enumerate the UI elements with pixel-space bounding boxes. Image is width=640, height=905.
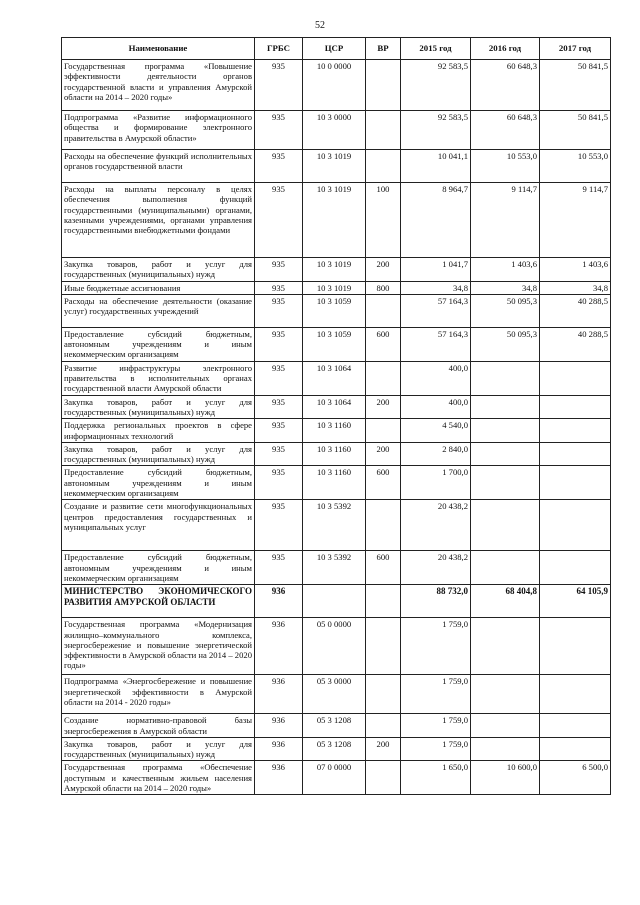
cell-y2017 xyxy=(540,551,611,585)
cell-grbs: 935 xyxy=(255,183,303,258)
cell-grbs: 935 xyxy=(255,419,303,443)
cell-grbs: 936 xyxy=(255,675,303,714)
cell-y2017 xyxy=(540,714,611,738)
table-row xyxy=(62,294,611,327)
cell-y2016 xyxy=(471,714,540,738)
table-row xyxy=(62,737,611,761)
cell-grbs: 936 xyxy=(255,714,303,738)
table-row xyxy=(62,258,611,282)
table-row xyxy=(62,327,611,361)
table-row xyxy=(62,714,611,738)
cell-name: Государственная программа «Модернизация жилищно–коммунального комплекса, энергосбережение и повышение энергетической эффективности в Амурской области на 2014 – 2020 годы» xyxy=(62,618,255,675)
cell-y2017 xyxy=(540,466,611,500)
cell-y2016: 50 095,3 xyxy=(471,294,540,327)
cell-name: Иные бюджетные ассигнования xyxy=(62,281,255,294)
header-name: Наименование xyxy=(62,38,255,60)
cell-csr: 05 3 1208 xyxy=(303,737,366,761)
cell-y2016: 10 600,0 xyxy=(471,761,540,795)
cell-y2016: 1 403,6 xyxy=(471,258,540,282)
cell-y2017 xyxy=(540,361,611,395)
cell-y2015: 1 700,0 xyxy=(401,466,471,500)
cell-vr: 600 xyxy=(366,551,401,585)
cell-y2015: 92 583,5 xyxy=(401,60,471,111)
table-header-row xyxy=(62,38,611,60)
cell-vr xyxy=(366,585,401,618)
cell-grbs: 935 xyxy=(255,111,303,150)
cell-y2017 xyxy=(540,419,611,443)
cell-csr: 10 3 1160 xyxy=(303,442,366,466)
cell-name: Закупка товаров, работ и услуг для государственных (муниципальных) нужд xyxy=(62,737,255,761)
cell-y2017 xyxy=(540,442,611,466)
cell-csr: 10 3 5392 xyxy=(303,551,366,585)
cell-y2017: 10 553,0 xyxy=(540,150,611,183)
cell-vr xyxy=(366,294,401,327)
cell-csr: 10 3 1019 xyxy=(303,258,366,282)
cell-y2015: 20 438,2 xyxy=(401,551,471,585)
cell-y2017: 50 841,5 xyxy=(540,111,611,150)
cell-grbs: 936 xyxy=(255,585,303,618)
table-row xyxy=(62,395,611,419)
cell-y2017: 64 105,9 xyxy=(540,585,611,618)
cell-y2016: 60 648,3 xyxy=(471,111,540,150)
cell-vr: 800 xyxy=(366,281,401,294)
cell-y2016 xyxy=(471,419,540,443)
cell-y2016: 68 404,8 xyxy=(471,585,540,618)
cell-y2015: 92 583,5 xyxy=(401,111,471,150)
cell-name: Развитие инфраструктуры электронного правительства в исполнительных органах государственной власти Амурской области xyxy=(62,361,255,395)
table-row xyxy=(62,761,611,795)
cell-csr: 10 3 1160 xyxy=(303,419,366,443)
cell-name: МИНИСТЕРСТВО ЭКОНОМИЧЕСКОГО РАЗВИТИЯ АМУРСКОЙ ОБЛАСТИ xyxy=(62,585,255,618)
cell-csr xyxy=(303,585,366,618)
cell-y2017: 1 403,6 xyxy=(540,258,611,282)
cell-name: Предоставление субсидий бюджетным, автономным учреждениям и иным некоммерческим организациям xyxy=(62,466,255,500)
cell-y2017: 9 114,7 xyxy=(540,183,611,258)
cell-vr xyxy=(366,675,401,714)
cell-y2017 xyxy=(540,500,611,551)
cell-csr: 10 3 1064 xyxy=(303,361,366,395)
cell-y2016 xyxy=(471,395,540,419)
cell-grbs: 935 xyxy=(255,258,303,282)
cell-y2016 xyxy=(471,737,540,761)
cell-csr: 10 3 1019 xyxy=(303,150,366,183)
cell-y2015: 57 164,3 xyxy=(401,294,471,327)
table-row xyxy=(62,361,611,395)
cell-y2016: 34,8 xyxy=(471,281,540,294)
cell-vr: 600 xyxy=(366,327,401,361)
table-row xyxy=(62,618,611,675)
cell-name: Подпрограмма «Развитие информационного общества и формирование электронного правительства в Амурской области» xyxy=(62,111,255,150)
cell-name: Государственная программа «Обеспечение доступным и качественным жильем населения Амурской области на 2014 – 2020 годы» xyxy=(62,761,255,795)
cell-grbs: 935 xyxy=(255,150,303,183)
cell-vr: 200 xyxy=(366,258,401,282)
cell-grbs: 936 xyxy=(255,761,303,795)
cell-y2015: 10 041,1 xyxy=(401,150,471,183)
page-number: 52 xyxy=(315,20,325,31)
cell-y2016 xyxy=(471,500,540,551)
cell-y2017: 50 841,5 xyxy=(540,60,611,111)
cell-name: Государственная программа «Повышение эффективности деятельности органов государственной власти и управления Амурской области на 2014 – 2020 годы» xyxy=(62,60,255,111)
cell-vr xyxy=(366,361,401,395)
table-row xyxy=(62,60,611,111)
cell-y2015: 57 164,3 xyxy=(401,327,471,361)
cell-y2015: 20 438,2 xyxy=(401,500,471,551)
cell-grbs: 935 xyxy=(255,466,303,500)
cell-name: Подпрограмма «Энергосбережение и повышение энергетической эффективности в Амурской области на 2014 - 2020 годы» xyxy=(62,675,255,714)
header-2017: 2017 год xyxy=(540,38,611,60)
cell-name: Создание и развитие сети многофункциональных центров предоставления государственных и муниципальных услуг xyxy=(62,500,255,551)
table-row xyxy=(62,551,611,585)
table-row xyxy=(62,183,611,258)
cell-csr: 10 3 1059 xyxy=(303,294,366,327)
cell-y2016 xyxy=(471,618,540,675)
cell-grbs: 935 xyxy=(255,442,303,466)
cell-name: Закупка товаров, работ и услуг для государственных (муниципальных) нужд xyxy=(62,395,255,419)
cell-y2017 xyxy=(540,395,611,419)
cell-grbs: 935 xyxy=(255,395,303,419)
table-row xyxy=(62,281,611,294)
cell-y2016: 60 648,3 xyxy=(471,60,540,111)
cell-name: Закупка товаров, работ и услуг для государственных (муниципальных) нужд xyxy=(62,442,255,466)
cell-csr: 10 3 1064 xyxy=(303,395,366,419)
cell-csr: 10 3 1019 xyxy=(303,183,366,258)
table-row xyxy=(62,466,611,500)
cell-name: Создание нормативно-правовой базы энергосбережения в Амурской области xyxy=(62,714,255,738)
cell-csr: 05 0 0000 xyxy=(303,618,366,675)
cell-y2015: 1 759,0 xyxy=(401,737,471,761)
cell-y2016 xyxy=(471,442,540,466)
cell-y2016: 9 114,7 xyxy=(471,183,540,258)
cell-y2015: 1 759,0 xyxy=(401,714,471,738)
cell-y2015: 8 964,7 xyxy=(401,183,471,258)
cell-csr: 05 3 1208 xyxy=(303,714,366,738)
cell-y2017: 40 288,5 xyxy=(540,327,611,361)
cell-y2015: 2 840,0 xyxy=(401,442,471,466)
cell-csr: 10 0 0000 xyxy=(303,60,366,111)
table-row xyxy=(62,150,611,183)
cell-vr xyxy=(366,500,401,551)
cell-vr: 200 xyxy=(366,737,401,761)
cell-vr xyxy=(366,618,401,675)
cell-csr: 10 3 1059 xyxy=(303,327,366,361)
cell-grbs: 935 xyxy=(255,294,303,327)
cell-vr xyxy=(366,419,401,443)
cell-name: Закупка товаров, работ и услуг для государственных (муниципальных) нужд xyxy=(62,258,255,282)
cell-csr: 10 3 5392 xyxy=(303,500,366,551)
cell-vr: 600 xyxy=(366,466,401,500)
cell-grbs: 935 xyxy=(255,281,303,294)
cell-grbs: 935 xyxy=(255,60,303,111)
table-row xyxy=(62,442,611,466)
cell-y2016 xyxy=(471,551,540,585)
cell-grbs: 935 xyxy=(255,551,303,585)
cell-y2015: 400,0 xyxy=(401,395,471,419)
cell-csr: 10 3 1160 xyxy=(303,466,366,500)
cell-y2016 xyxy=(471,466,540,500)
cell-y2016 xyxy=(471,361,540,395)
cell-vr xyxy=(366,150,401,183)
cell-y2015: 1 759,0 xyxy=(401,618,471,675)
header-csr: ЦСР xyxy=(303,38,366,60)
table-row xyxy=(62,675,611,714)
header-2016: 2016 год xyxy=(471,38,540,60)
cell-y2015: 4 540,0 xyxy=(401,419,471,443)
header-2015: 2015 год xyxy=(401,38,471,60)
table-row xyxy=(62,585,611,618)
cell-name: Расходы на обеспечение функций исполнительных органов государственной власти xyxy=(62,150,255,183)
cell-y2017: 40 288,5 xyxy=(540,294,611,327)
cell-y2015: 88 732,0 xyxy=(401,585,471,618)
cell-vr xyxy=(366,60,401,111)
cell-csr: 10 3 0000 xyxy=(303,111,366,150)
cell-vr: 200 xyxy=(366,442,401,466)
cell-name: Поддержка региональных проектов в сфере информационных технологий xyxy=(62,419,255,443)
cell-grbs: 935 xyxy=(255,327,303,361)
cell-vr xyxy=(366,714,401,738)
cell-y2017 xyxy=(540,737,611,761)
cell-name: Предоставление субсидий бюджетным, автономным учреждениям и иным некоммерческим организациям xyxy=(62,327,255,361)
cell-csr: 07 0 0000 xyxy=(303,761,366,795)
cell-name: Расходы на обеспечение деятельности (оказание услуг) государственных учреждений xyxy=(62,294,255,327)
cell-y2017: 6 500,0 xyxy=(540,761,611,795)
cell-csr: 10 3 1019 xyxy=(303,281,366,294)
cell-y2017 xyxy=(540,618,611,675)
cell-y2015: 1 759,0 xyxy=(401,675,471,714)
cell-y2015: 400,0 xyxy=(401,361,471,395)
cell-csr: 05 3 0000 xyxy=(303,675,366,714)
table-row xyxy=(62,500,611,551)
cell-vr: 100 xyxy=(366,183,401,258)
cell-y2016: 10 553,0 xyxy=(471,150,540,183)
cell-vr: 200 xyxy=(366,395,401,419)
header-vr: ВР xyxy=(366,38,401,60)
cell-vr xyxy=(366,761,401,795)
cell-y2017: 34,8 xyxy=(540,281,611,294)
cell-y2015: 34,8 xyxy=(401,281,471,294)
cell-y2015: 1 650,0 xyxy=(401,761,471,795)
table-row xyxy=(62,419,611,443)
cell-y2015: 1 041,7 xyxy=(401,258,471,282)
cell-name: Расходы на выплаты персоналу в целях обеспечения выполнения функций государственными (муниципальными) органами, казенными учреждениями, органами управления государственными внебюджетными фондами xyxy=(62,183,255,258)
cell-y2016: 50 095,3 xyxy=(471,327,540,361)
cell-grbs: 935 xyxy=(255,361,303,395)
cell-grbs: 935 xyxy=(255,500,303,551)
budget-table xyxy=(61,37,611,795)
cell-vr xyxy=(366,111,401,150)
cell-name: Предоставление субсидий бюджетным, автономным учреждениям и иным некоммерческим организациям xyxy=(62,551,255,585)
cell-y2016 xyxy=(471,675,540,714)
table-row xyxy=(62,111,611,150)
cell-y2017 xyxy=(540,675,611,714)
header-grbs: ГРБС xyxy=(255,38,303,60)
cell-grbs: 936 xyxy=(255,618,303,675)
cell-grbs: 936 xyxy=(255,737,303,761)
